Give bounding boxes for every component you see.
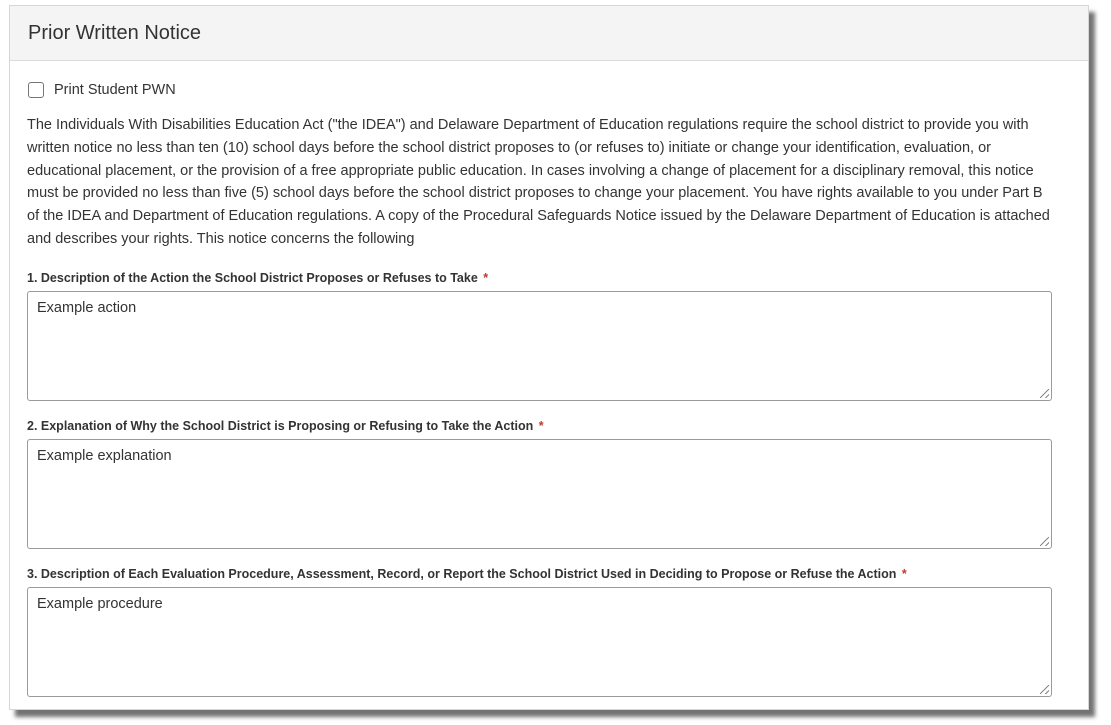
required-marker: *	[901, 566, 907, 581]
print-student-pwn-label[interactable]: Print Student PWN	[54, 82, 176, 98]
resize-grip-icon[interactable]	[1040, 389, 1049, 398]
field-label-explanation-text: 2. Explanation of Why the School District is Proposing or Refusing to Take the Action	[27, 418, 534, 433]
action-description-textarea[interactable]	[27, 291, 1052, 401]
field-label-procedure	[27, 567, 1071, 581]
panel-body	[10, 80, 1088, 697]
field-label-action	[27, 271, 1071, 285]
procedure-value[interactable]: Example procedure	[37, 595, 163, 612]
print-student-pwn-checkbox[interactable]	[28, 82, 44, 98]
resize-grip-icon[interactable]	[1040, 537, 1049, 546]
panel-header	[10, 6, 1088, 61]
explanation-textarea[interactable]	[27, 439, 1052, 549]
intro-paragraph: The Individuals With Disabilities Education Act ("the IDEA") and Delaware Department of Education regulations require the school district to provide you with written notice no less than ten (10) school days before the school district proposes to (or refuses to) initiate or change your identification, evaluation, or educational placement, or the provision of a free appropriate public education. In cases involving a change of placement for a disciplinary removal, this notice must be provided no less than five (5) school days before the school district proposes to change your placement. You have rights available to you under Part B of the IDEA and Department of Education regulations. A copy of the Procedural Safeguards Notice issued by the Delaware Department of Education is attached and describes your rights. This notice concerns the following	[27, 117, 1050, 247]
action-description-value[interactable]: Example action	[37, 299, 137, 316]
resize-grip-icon[interactable]	[1040, 685, 1049, 694]
prior-written-notice-panel	[9, 5, 1089, 710]
field-label-explanation	[27, 419, 1071, 433]
explanation-value[interactable]: Example explanation	[37, 447, 172, 464]
field-label-procedure-text: 3. Description of Each Evaluation Procedure, Assessment, Record, or Report the School District Used in Deciding to Propose or Refuse the Action	[27, 566, 897, 581]
required-marker: *	[483, 270, 489, 285]
procedure-textarea[interactable]	[27, 587, 1052, 697]
print-student-pwn-row[interactable]	[27, 80, 1071, 100]
required-marker: *	[538, 418, 544, 433]
field-label-action-text: 1. Description of the Action the School District Proposes or Refuses to Take	[27, 270, 478, 285]
panel-title: Prior Written Notice	[28, 21, 202, 44]
